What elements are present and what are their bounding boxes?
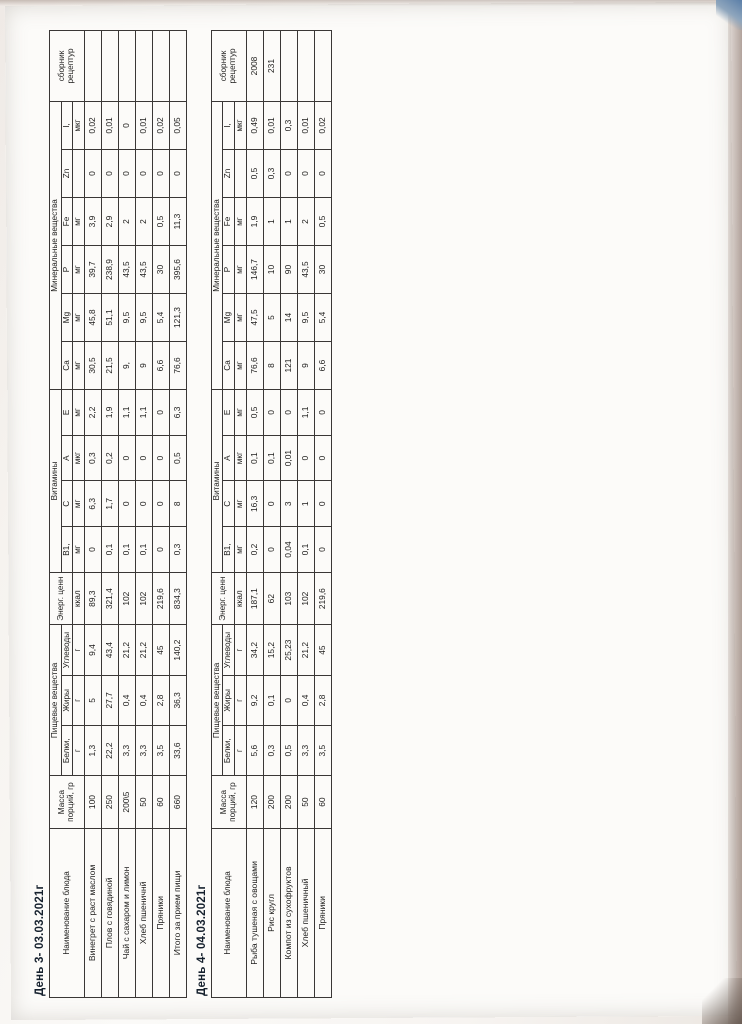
day3-i-2: 0 — [118, 101, 135, 149]
day3-src-2 — [118, 31, 135, 102]
day4-p-4: 30 — [314, 246, 331, 294]
header-fat: Жиры — [223, 675, 235, 725]
unit-a: мкг — [235, 435, 247, 481]
day3-protein-3: 3,3 — [135, 726, 152, 776]
day3-total-carb: 140,2 — [169, 625, 186, 675]
day3-dish-4: Пряники — [152, 828, 169, 997]
day3-c-2: 0 — [118, 481, 135, 527]
day4-zn-1: 0,3 — [263, 150, 280, 198]
day4-fe-2: 1 — [280, 198, 297, 246]
day4-i-0: 0,49 — [246, 101, 263, 149]
day3-fe-2: 2 — [118, 198, 135, 246]
unit-protein: г — [235, 726, 247, 776]
unit-carb: г — [235, 625, 247, 675]
day3-mass-4: 60 — [152, 776, 169, 829]
day3-b1-4: 0 — [152, 527, 169, 573]
day4-fat-2: 0 — [280, 675, 297, 725]
day3-ca-3: 9 — [135, 342, 152, 390]
day4-mg-2: 14 — [280, 294, 297, 342]
unit-e: мг — [73, 390, 85, 436]
document-sheet — [34, 30, 332, 998]
unit-fat: г — [235, 675, 247, 725]
day3-zn-0: 0 — [84, 150, 101, 198]
day3-total-mass: 660 — [169, 776, 186, 829]
day3-fe-3: 2 — [135, 198, 152, 246]
unit-fat: г — [73, 675, 85, 725]
day3-zn-4: 0 — [152, 150, 169, 198]
day3-p-4: 30 — [152, 246, 169, 294]
day3-c-1: 1,7 — [101, 481, 118, 527]
day4-mg-4: 5,4 — [314, 294, 331, 342]
day4-dish-3: Хлеб пшеничный — [297, 828, 314, 997]
day3-mg-1: 51,1 — [101, 294, 118, 342]
day3-total-protein: 33,6 — [169, 726, 186, 776]
day4-fe-3: 2 — [297, 198, 314, 246]
header-carb: Углеводы — [223, 625, 235, 675]
day3-b1-0: 0 — [84, 527, 101, 573]
day4-b1-0: 0,2 — [246, 527, 263, 573]
day3-title: День 3- 03.03.2021г — [34, 884, 46, 996]
day3-fe-0: 3,9 — [84, 198, 101, 246]
day4-protein-0: 5,6 — [246, 726, 263, 776]
day4-p-1: 10 — [263, 246, 280, 294]
day4-zn-2: 0 — [280, 150, 297, 198]
day4-ca-4: 6,6 — [314, 342, 331, 390]
header-mass: Масса порций, гр — [50, 776, 85, 829]
header-c: С — [61, 481, 73, 527]
header-e: Е — [61, 390, 73, 436]
day3-mass-2: 200\5 — [118, 776, 135, 829]
day3-header-group-row — [50, 31, 62, 998]
header-minerals-group: Минеральные вещества — [50, 101, 62, 389]
day4-zn-3: 0 — [297, 150, 314, 198]
day3-c-4: 0 — [152, 481, 169, 527]
day3-total-src — [169, 31, 186, 102]
unit-b1: мг — [235, 527, 247, 573]
day3-fat-0: 5 — [84, 675, 101, 725]
day4-ca-3: 9 — [297, 342, 314, 390]
day4-src-0: 2008 — [246, 31, 263, 102]
day4-table — [211, 30, 332, 998]
day3-ca-2: 9, — [118, 342, 135, 390]
day3-total-zn: 0 — [169, 150, 186, 198]
day4-fe-1: 1 — [263, 198, 280, 246]
header-ca: Са — [223, 342, 235, 390]
header-fat: Жиры — [61, 675, 73, 725]
unit-i: мкг — [235, 101, 247, 149]
header-vitamins-group: Витамины — [50, 390, 62, 573]
day3-dish-3: Хлеб пшеничнй — [135, 828, 152, 997]
header-b1: В1, — [223, 527, 235, 573]
day4-kcal-3: 102 — [297, 572, 314, 625]
header-energy-group: Энерг. ценн — [50, 572, 73, 625]
day4-kcal-0: 187,1 — [246, 572, 263, 625]
header-minerals-group: Минеральные вещества — [211, 101, 223, 389]
day3-a-1: 0,2 — [101, 435, 118, 481]
day4-i-3: 0,01 — [297, 101, 314, 149]
day3-protein-4: 3,5 — [152, 726, 169, 776]
day4-fat-1: 0,1 — [263, 675, 280, 725]
header-fe: Fe — [61, 198, 73, 246]
header-mg: Mg — [61, 294, 73, 342]
day3-kcal-0: 89,3 — [84, 572, 101, 625]
day3-ca-0: 30,5 — [84, 342, 101, 390]
table-row — [246, 31, 263, 998]
header-a: А — [61, 435, 73, 481]
day4-zn-4: 0 — [314, 150, 331, 198]
day3-dish-2: Чай с сахаром и лимон — [118, 828, 135, 997]
day4-dish-1: Рис кругл — [263, 828, 280, 997]
day3-p-2: 43,5 — [118, 246, 135, 294]
day3-a-3: 0 — [135, 435, 152, 481]
day4-i-1: 0,01 — [263, 101, 280, 149]
header-nutrients-group: Пищевые вещества — [50, 625, 62, 776]
header-source: сборник рецептур — [211, 31, 246, 102]
unit-c: мг — [73, 481, 85, 527]
header-ca: Са — [61, 342, 73, 390]
table-row — [263, 31, 280, 998]
day4-carb-2: 25,23 — [280, 625, 297, 675]
day4-e-0: 0,5 — [246, 390, 263, 436]
day3-fe-4: 0,5 — [152, 198, 169, 246]
day4-title: День 4- 04.03.2021г — [195, 884, 208, 996]
header-carb: Углеводы — [61, 625, 73, 675]
day4-fat-3: 0,4 — [297, 675, 314, 725]
day3-i-0: 0,02 — [84, 101, 101, 149]
day3-total-i: 0,05 — [169, 101, 186, 149]
unit-e: мг — [235, 390, 247, 436]
day3-total-a: 0,5 — [169, 435, 186, 481]
day4-e-1: 0 — [263, 390, 280, 436]
day3-kcal-3: 102 — [135, 572, 152, 625]
table-row — [135, 31, 152, 998]
day3-kcal-1: 321,4 — [101, 572, 118, 625]
day4-dish-2: Компот из сухофруктов — [280, 828, 297, 997]
day4-a-2: 0,01 — [280, 435, 297, 481]
day4-p-3: 43,5 — [297, 246, 314, 294]
header-b1: В1, — [61, 527, 73, 573]
day4-p-0: 146,7 — [246, 246, 263, 294]
day4-a-1: 0,1 — [263, 435, 280, 481]
day4-b1-3: 0,1 — [297, 527, 314, 573]
day3-zn-2: 0 — [118, 150, 135, 198]
day4-src-3 — [297, 31, 314, 102]
unit-energy: ккал — [73, 572, 85, 625]
unit-zn — [235, 150, 247, 198]
day3-i-3: 0,01 — [135, 101, 152, 149]
day4-e-2: 0 — [280, 390, 297, 436]
day3-e-0: 2,2 — [84, 390, 101, 436]
day4-kcal-2: 103 — [280, 572, 297, 625]
table-row — [152, 31, 169, 998]
unit-b1: мг — [73, 527, 85, 573]
day3-mg-4: 5,4 — [152, 294, 169, 342]
day3-src-1 — [101, 31, 118, 102]
header-mg: Mg — [223, 294, 235, 342]
day3-protein-1: 22,2 — [101, 726, 118, 776]
day3-total-fe: 11,3 — [169, 198, 186, 246]
day3-kcal-4: 219,6 — [152, 572, 169, 625]
day4-kcal-1: 62 — [263, 572, 280, 625]
day4-protein-2: 0,5 — [280, 726, 297, 776]
day3-fat-4: 2,8 — [152, 675, 169, 725]
day4-ca-1: 8 — [263, 342, 280, 390]
day3-carb-3: 21,2 — [135, 625, 152, 675]
unit-mg: мг — [73, 294, 85, 342]
day3-total-row — [169, 31, 186, 998]
day3-e-1: 1,9 — [101, 390, 118, 436]
unit-p: мг — [73, 246, 85, 294]
day4-c-3: 1 — [297, 481, 314, 527]
day3-b1-1: 0,1 — [101, 527, 118, 573]
day3-b1-3: 0,1 — [135, 527, 152, 573]
day3-protein-2: 3,3 — [118, 726, 135, 776]
day4-c-0: 16,3 — [246, 481, 263, 527]
day3-a-2: 0 — [118, 435, 135, 481]
day3-mg-0: 45,8 — [84, 294, 101, 342]
day4-protein-3: 3,3 — [297, 726, 314, 776]
table-row — [84, 31, 101, 998]
day4-mass-0: 120 — [246, 776, 263, 829]
unit-fe: мг — [235, 198, 247, 246]
day3-zn-3: 0 — [135, 150, 152, 198]
table-row — [118, 31, 135, 998]
header-nutrients-group: Пищевые вещества — [211, 625, 223, 776]
unit-ca: мг — [73, 342, 85, 390]
day3-total-mg: 121,3 — [169, 294, 186, 342]
day4-i-2: 0,3 — [280, 101, 297, 149]
unit-a: мкг — [73, 435, 85, 481]
day4-mass-4: 60 — [314, 776, 331, 829]
header-p: Р — [61, 246, 73, 294]
header-vitamins-group: Витамины — [211, 390, 223, 573]
day3-src-4 — [152, 31, 169, 102]
day4-mg-1: 5 — [263, 294, 280, 342]
day3-total-e: 6,3 — [169, 390, 186, 436]
day4-c-2: 3 — [280, 481, 297, 527]
day4-carb-4: 45 — [314, 625, 331, 675]
header-c: С — [223, 481, 235, 527]
day3-table — [49, 30, 187, 998]
day3-total-p: 395,6 — [169, 246, 186, 294]
day3-total-b1: 0,3 — [169, 527, 186, 573]
day4-fe-0: 1,9 — [246, 198, 263, 246]
day3-src-0 — [84, 31, 101, 102]
day4-i-4: 0,02 — [314, 101, 331, 149]
day4-b1-2: 0,04 — [280, 527, 297, 573]
header-p: Р — [223, 246, 235, 294]
header-dish: Наименование блюда — [211, 828, 246, 997]
day4-a-4: 0 — [314, 435, 331, 481]
day3-zn-1: 0 — [101, 150, 118, 198]
day3-dish-0: Винегрет с раст маслом — [84, 828, 101, 997]
day4-c-4: 0 — [314, 481, 331, 527]
day4-fat-0: 9,2 — [246, 675, 263, 725]
day4-e-3: 1,1 — [297, 390, 314, 436]
day4-ca-0: 76,6 — [246, 342, 263, 390]
day4-carb-1: 15,2 — [263, 625, 280, 675]
day4-carb-3: 21,2 — [297, 625, 314, 675]
day3-src-3 — [135, 31, 152, 102]
day3-ca-4: 6,6 — [152, 342, 169, 390]
day4-mass-1: 200 — [263, 776, 280, 829]
header-fe: Fe — [223, 198, 235, 246]
header-i: I, — [223, 101, 235, 149]
day4-header-group-row — [211, 31, 223, 998]
day4-ca-2: 121 — [280, 342, 297, 390]
day3-total-kcal: 834,3 — [169, 572, 186, 625]
day3-mass-0: 100 — [84, 776, 101, 829]
day3-i-4: 0,02 — [152, 101, 169, 149]
day4-c-1: 0 — [263, 481, 280, 527]
day3-b1-2: 0,1 — [118, 527, 135, 573]
header-energy-group: Энерг. ценн — [211, 572, 234, 625]
day4-dish-4: Пряники — [314, 828, 331, 997]
day4-b1-4: 0 — [314, 527, 331, 573]
day3-mass-1: 250 — [101, 776, 118, 829]
unit-energy: ккал — [235, 572, 247, 625]
day3-e-3: 1,1 — [135, 390, 152, 436]
header-source: сборник рецептур — [50, 31, 85, 102]
day4-protein-1: 0,3 — [263, 726, 280, 776]
day4-src-4 — [314, 31, 331, 102]
unit-carb: г — [73, 625, 85, 675]
unit-ca: мг — [235, 342, 247, 390]
day4-src-2 — [280, 31, 297, 102]
table-row — [101, 31, 118, 998]
day3-total-fat: 36,3 — [169, 675, 186, 725]
day3-dish-1: Плов с говядиной — [101, 828, 118, 997]
day4-mg-3: 9,5 — [297, 294, 314, 342]
header-mass: Масса порций, гр — [211, 776, 246, 829]
day3-carb-1: 43,4 — [101, 625, 118, 675]
day4-src-1: 231 — [263, 31, 280, 102]
header-dish: Наименование блюда — [50, 828, 85, 997]
day4-mass-3: 50 — [297, 776, 314, 829]
day3-mass-3: 50 — [135, 776, 152, 829]
unit-p: мг — [235, 246, 247, 294]
day3-fat-2: 0,4 — [118, 675, 135, 725]
day4-carb-0: 34,2 — [246, 625, 263, 675]
day3-carb-2: 21,2 — [118, 625, 135, 675]
day3-e-4: 0 — [152, 390, 169, 436]
day3-kcal-2: 102 — [118, 572, 135, 625]
day3-fat-1: 27,7 — [101, 675, 118, 725]
day3-a-4: 0 — [152, 435, 169, 481]
unit-zn — [73, 150, 85, 198]
day4-p-2: 90 — [280, 246, 297, 294]
unit-fe: мг — [73, 198, 85, 246]
header-protein: Белки, — [61, 726, 73, 776]
unit-i: мкг — [73, 101, 85, 149]
day3-total-c: 8 — [169, 481, 186, 527]
header-protein: Белки, — [223, 726, 235, 776]
day3-a-0: 0,3 — [84, 435, 101, 481]
day3-total-ca: 76,6 — [169, 342, 186, 390]
header-e: Е — [223, 390, 235, 436]
day3-ca-1: 21,5 — [101, 342, 118, 390]
table-row — [297, 31, 314, 998]
day4-mass-2: 200 — [280, 776, 297, 829]
day3-fe-1: 2,9 — [101, 198, 118, 246]
day3-mg-3: 9,5 — [135, 294, 152, 342]
day4-kcal-4: 219,6 — [314, 572, 331, 625]
header-i: I, — [61, 101, 73, 149]
day3-e-2: 1,1 — [118, 390, 135, 436]
unit-c: мг — [235, 481, 247, 527]
day4-dish-0: Рыба тушеная с овощами — [246, 828, 263, 997]
day4-a-3: 0 — [297, 435, 314, 481]
unit-mg: мг — [235, 294, 247, 342]
day3-c-3: 0 — [135, 481, 152, 527]
header-zn: Zn — [61, 150, 73, 198]
day3-p-0: 39,7 — [84, 246, 101, 294]
day4-fe-4: 0,5 — [314, 198, 331, 246]
day4-zn-0: 0,5 — [246, 150, 263, 198]
day3-c-0: 6,3 — [84, 481, 101, 527]
day3-mg-2: 9,5 — [118, 294, 135, 342]
day3-carb-4: 45 — [152, 625, 169, 675]
day3-total-label: Итого за прием пищи — [169, 828, 186, 997]
unit-protein: г — [73, 726, 85, 776]
day4-fat-4: 2,8 — [314, 675, 331, 725]
day3-i-1: 0,01 — [101, 101, 118, 149]
header-zn: Zn — [223, 150, 235, 198]
day4-e-4: 0 — [314, 390, 331, 436]
day3-p-3: 43,5 — [135, 246, 152, 294]
day4-protein-4: 3,5 — [314, 726, 331, 776]
table-row — [280, 31, 297, 998]
day4-mg-0: 47,5 — [246, 294, 263, 342]
day3-protein-0: 1,3 — [84, 726, 101, 776]
day3-p-1: 238,9 — [101, 246, 118, 294]
day4-a-0: 0,1 — [246, 435, 263, 481]
table-row — [314, 31, 331, 998]
day3-fat-3: 0,4 — [135, 675, 152, 725]
header-a: А — [223, 435, 235, 481]
day3-carb-0: 9,4 — [84, 625, 101, 675]
day4-b1-1: 0 — [263, 527, 280, 573]
